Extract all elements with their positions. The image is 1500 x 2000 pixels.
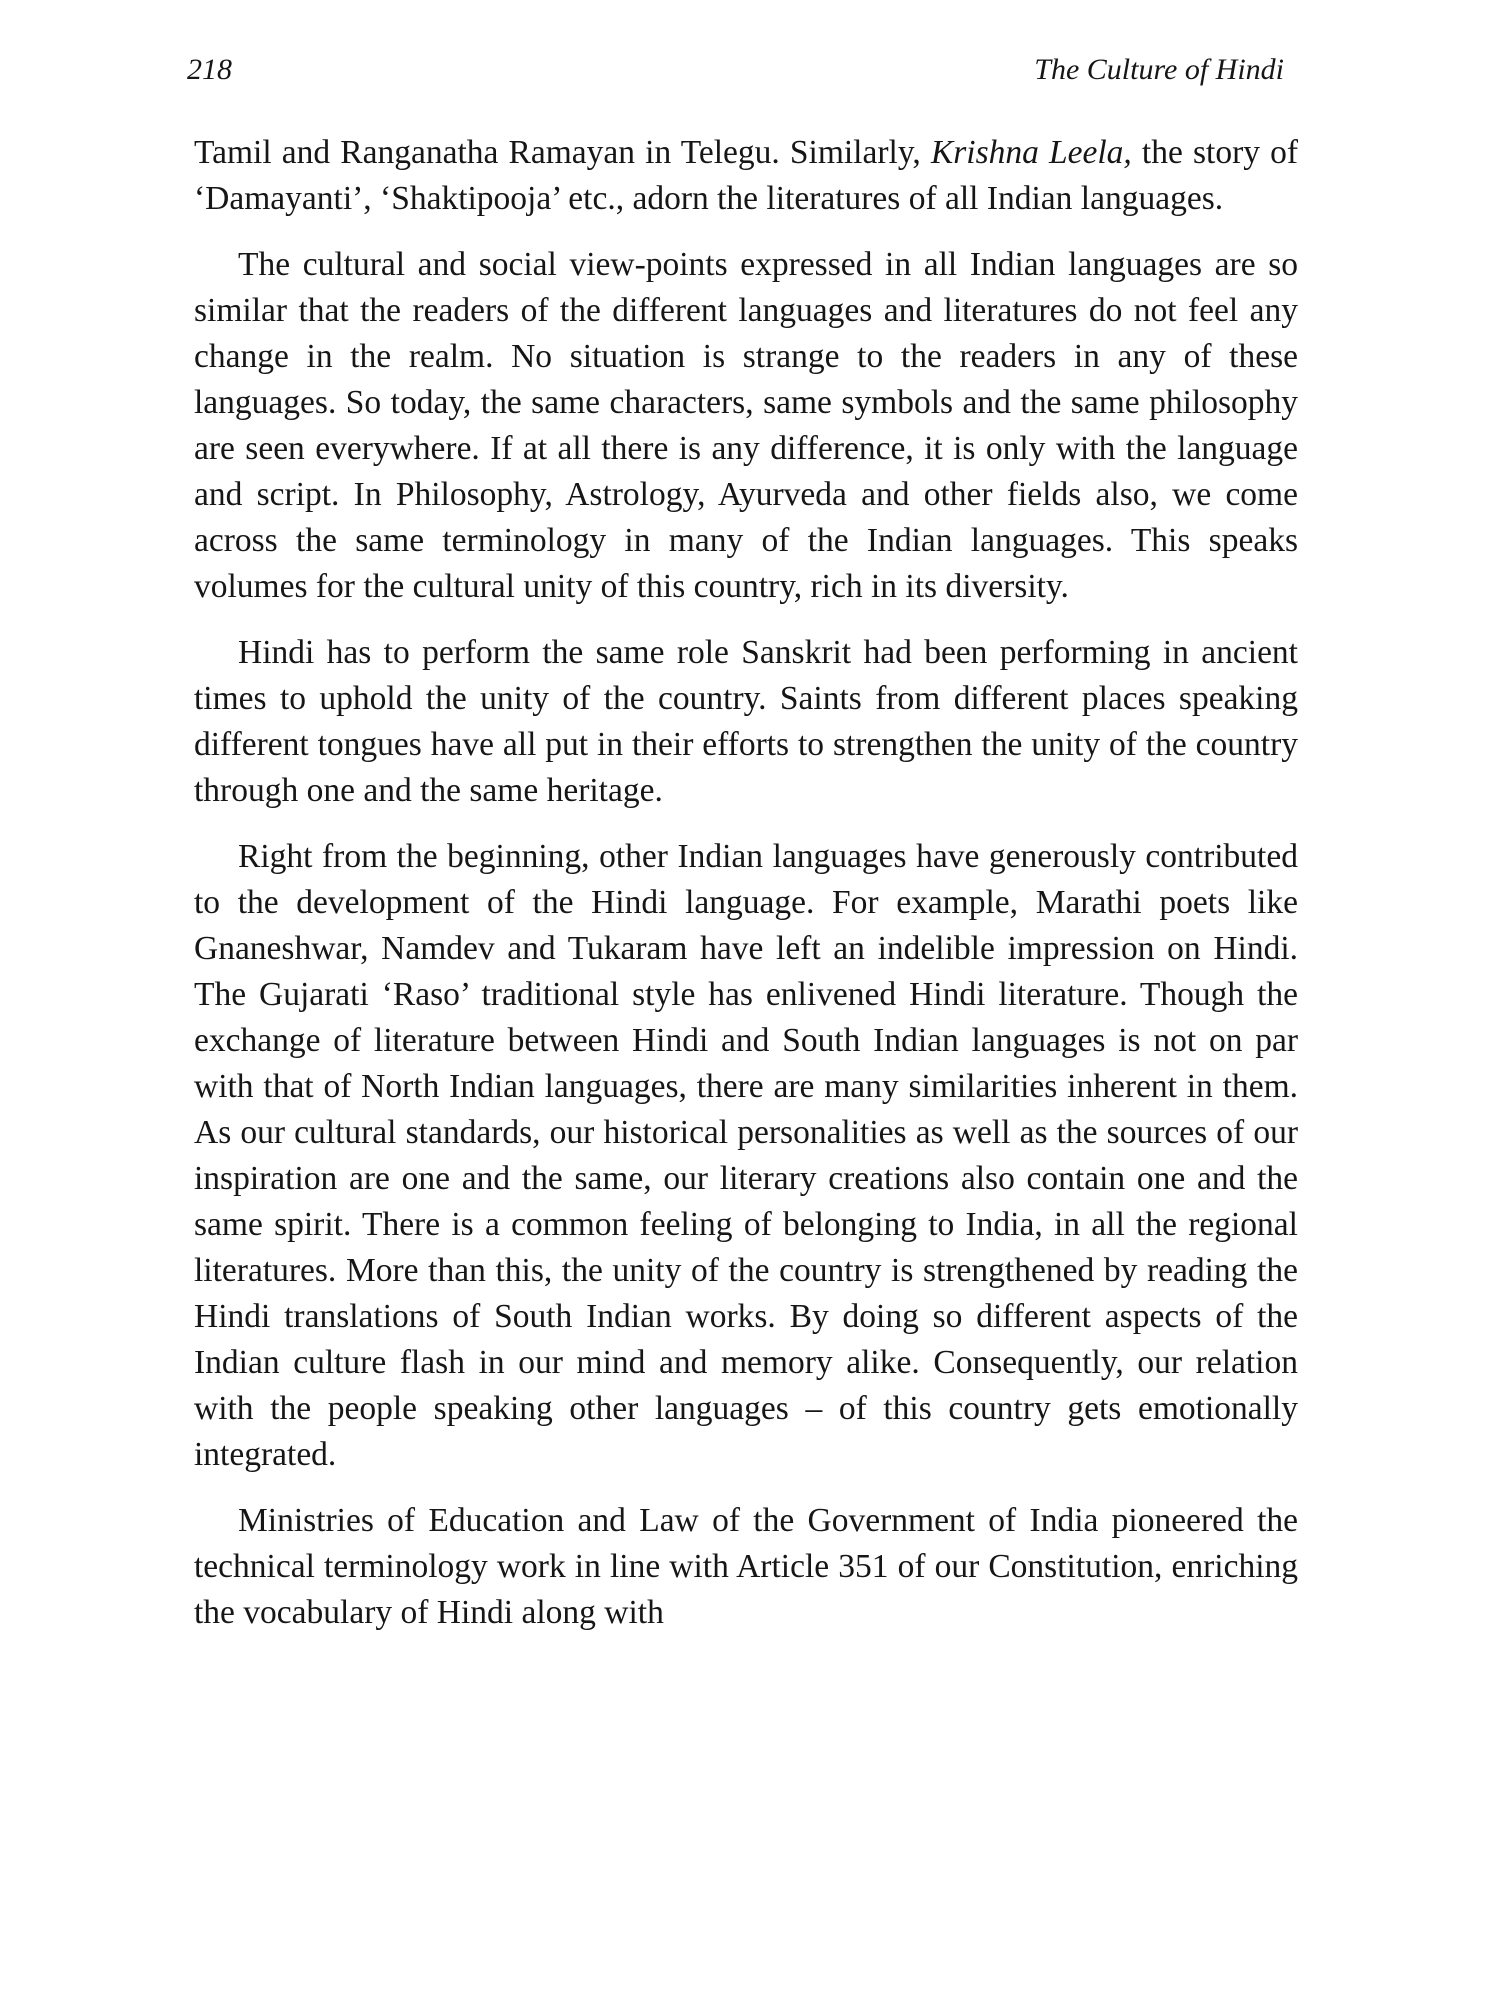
paragraph-text: Tamil and Ranganatha Ramayan in Telegu. Similarly, xyxy=(194,134,931,171)
paragraph-continuation xyxy=(194,130,1298,222)
book-title: The Culture of Hindi xyxy=(1034,53,1284,86)
emphasized-title: Krishna Leela, xyxy=(930,134,1132,171)
body-text xyxy=(194,130,1298,1656)
paragraph: Ministries of Education and Law of the Government of India pioneered the technical terminology work in line with Article 351 of our Constitution, enriching the vocabulary of Hindi along with xyxy=(194,1502,1298,1631)
paragraph-text: the story of ‘Damayanti’, ‘Shaktipooja’ etc., adorn the literatures of all Indian languages. xyxy=(194,134,1299,217)
page-number: 218 xyxy=(187,53,232,86)
running-header xyxy=(187,48,1284,92)
paragraph: Right from the beginning, other Indian languages have generously contributed to the development of the Hindi language. For example, Marathi poets like Gnaneshwar, Namdev and Tukaram have left an indelible impression on Hindi. The Gujarati ‘Raso’ traditional style has enlivened Hindi literature. Though the exchange of literature between Hindi and South Indian languages is not on par with that of North Indian languages, there are many similarities inherent in them. As our cultural standards, our historical personalities as well as the sources of our inspiration are one and the same, our literary creations also contain one and the same spirit. There is a common feeling of belonging to India, in all the regional literatures. More than this, the unity of the country is strengthened by reading the Hindi translations of South Indian works. By doing so different aspects of the Indian culture flash in our mind and memory alike. Consequently, our relation with the people speaking other languages – of this country gets emotionally integrated. xyxy=(194,838,1298,1473)
paragraph: Hindi has to perform the same role Sanskrit had been performing in ancient times to uphold the unity of the country. Saints from different places speaking different tongues have all put in their efforts to strengthen the unity of the country through one and the same heritage. xyxy=(194,634,1298,809)
paragraph: The cultural and social view-points expressed in all Indian languages are so similar that the readers of the different languages and literatures do not feel any change in the realm. No situation is strange to the readers in any of these languages. So today, the same characters, same symbols and the same philosophy are seen everywhere. If at all there is any difference, it is only with the language and script. In Philosophy, Astrology, Ayurveda and other fields also, we come across the same terminology in many of the Indian languages. This speaks volumes for the cultural unity of this country, rich in its diversity. xyxy=(194,246,1298,605)
